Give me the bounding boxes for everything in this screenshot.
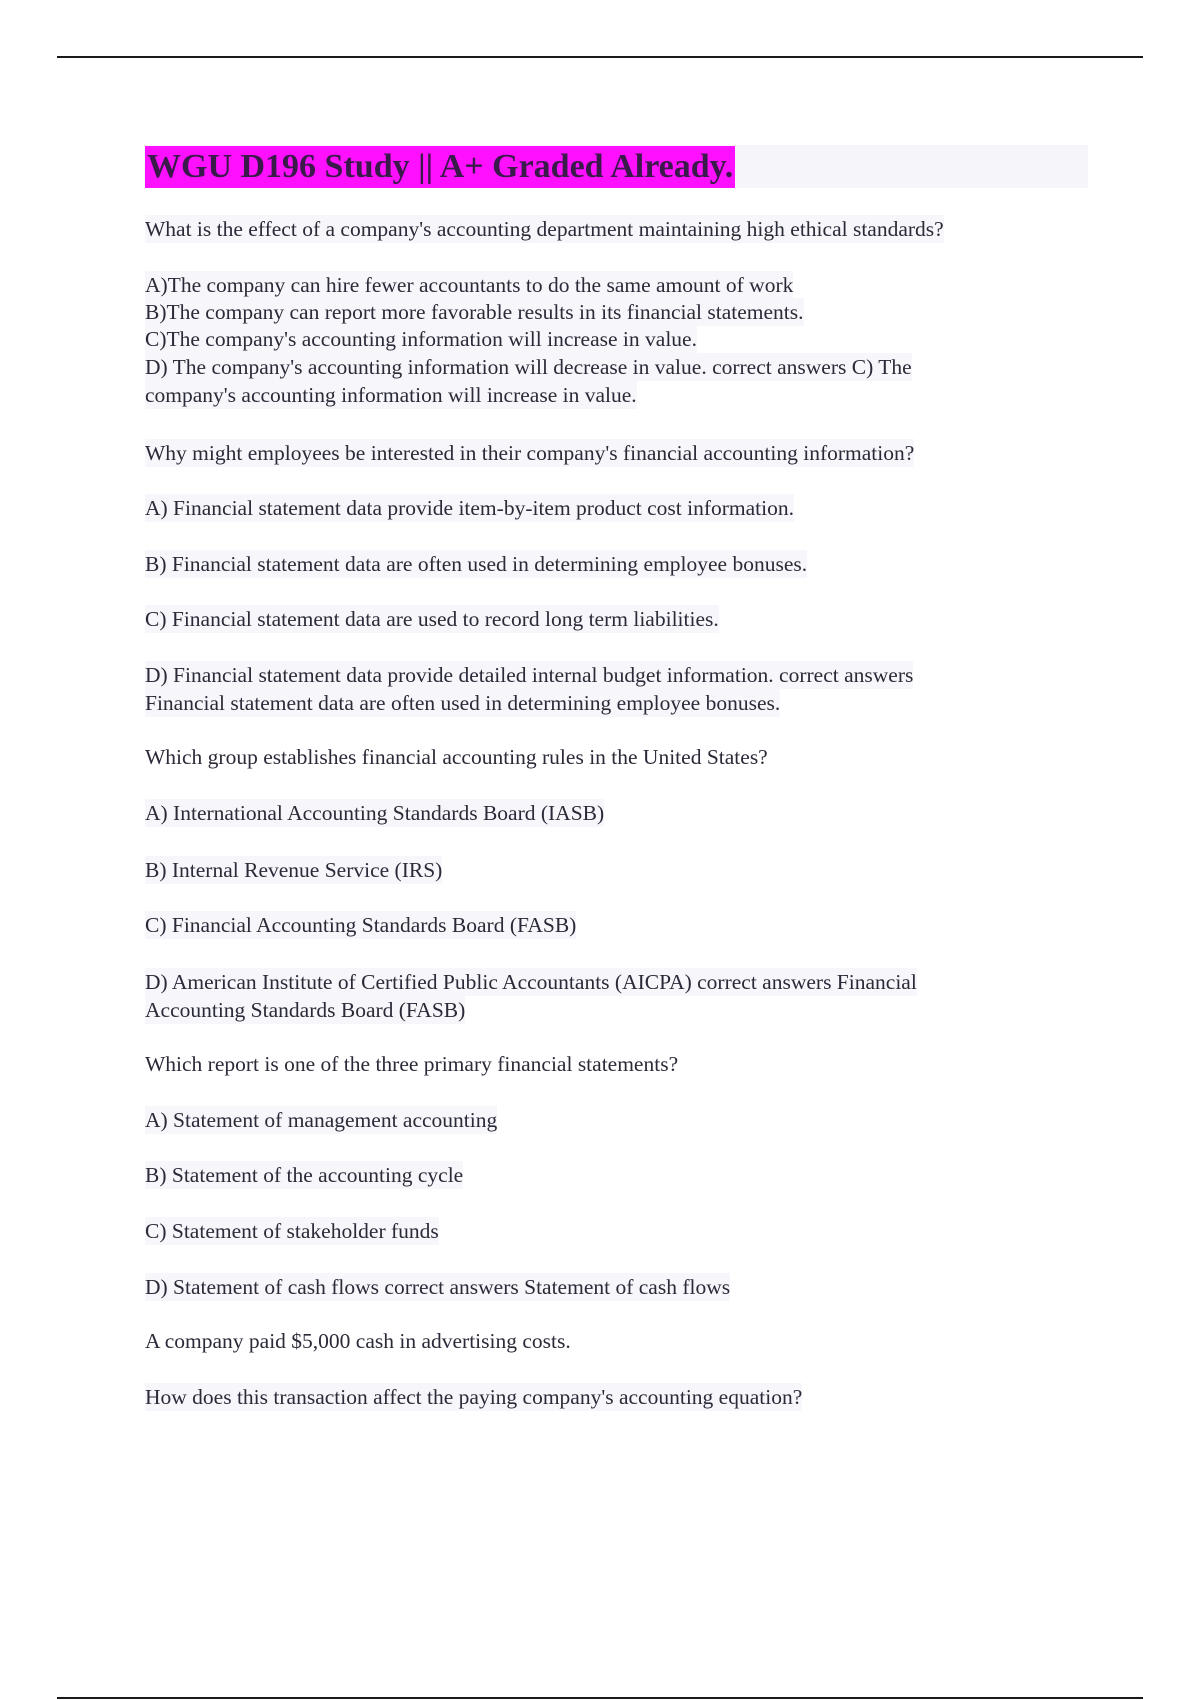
q1-question: What is the effect of a company's accounting department maintaining high ethical standards? bbox=[145, 217, 944, 241]
q4-option-d: D) Statement of cash flows correct answers Statement of cash flows bbox=[145, 1275, 731, 1299]
q1-option-d: D) The company's accounting information will decrease in value. correct answers C) The bbox=[145, 355, 912, 379]
q4-question: Which report is one of the three primary financial statements? bbox=[145, 1052, 679, 1076]
q3-option-c: C) Financial Accounting Standards Board (FASB) bbox=[145, 913, 577, 937]
q1-option-b: B)The company can report more favorable results in its financial statements. bbox=[145, 300, 804, 324]
q3-question: Which group establishes financial accounting rules in the United States? bbox=[145, 745, 768, 769]
q3-option-a: A) International Accounting Standards Board (IASB) bbox=[145, 801, 605, 825]
top-rule bbox=[57, 56, 1143, 58]
q2-option-a: A) Financial statement data provide item-by-item product cost information. bbox=[145, 496, 794, 520]
q2-question: Why might employees be interested in their company's financial accounting information? bbox=[145, 441, 915, 465]
q3-option-d: D) American Institute of Certified Public Accountants (AICPA) correct answers Financial bbox=[145, 970, 917, 994]
q4-option-c: C) Statement of stakeholder funds bbox=[145, 1219, 439, 1243]
q2-option-d: D) Financial statement data provide detailed internal budget information. correct answers bbox=[145, 663, 914, 687]
q2-option-c: C) Financial statement data are used to record long term liabilities. bbox=[145, 607, 719, 631]
q2-answer-continued: Financial statement data are often used in determining employee bonuses. bbox=[145, 691, 781, 715]
q5-scenario: A company paid $5,000 cash in advertising costs. bbox=[145, 1329, 571, 1353]
q4-option-a: A) Statement of management accounting bbox=[145, 1108, 498, 1132]
q1-option-c: C)The company's accounting information will increase in value. bbox=[145, 327, 697, 351]
document-title: WGU D196 Study || A+ Graded Already. bbox=[145, 146, 735, 188]
q1-answer-continued: company's accounting information will increase in value. bbox=[145, 383, 637, 407]
q1-option-a: A)The company can hire fewer accountants to do the same amount of work bbox=[145, 273, 794, 297]
q2-option-b: B) Financial statement data are often used in determining employee bonuses. bbox=[145, 552, 808, 576]
q3-answer-continued: Accounting Standards Board (FASB) bbox=[145, 998, 466, 1022]
q3-option-b: B) Internal Revenue Service (IRS) bbox=[145, 858, 443, 882]
q5-question: How does this transaction affect the paying company's accounting equation? bbox=[145, 1385, 803, 1409]
q4-option-b: B) Statement of the accounting cycle bbox=[145, 1163, 464, 1187]
bottom-rule bbox=[57, 1697, 1143, 1699]
